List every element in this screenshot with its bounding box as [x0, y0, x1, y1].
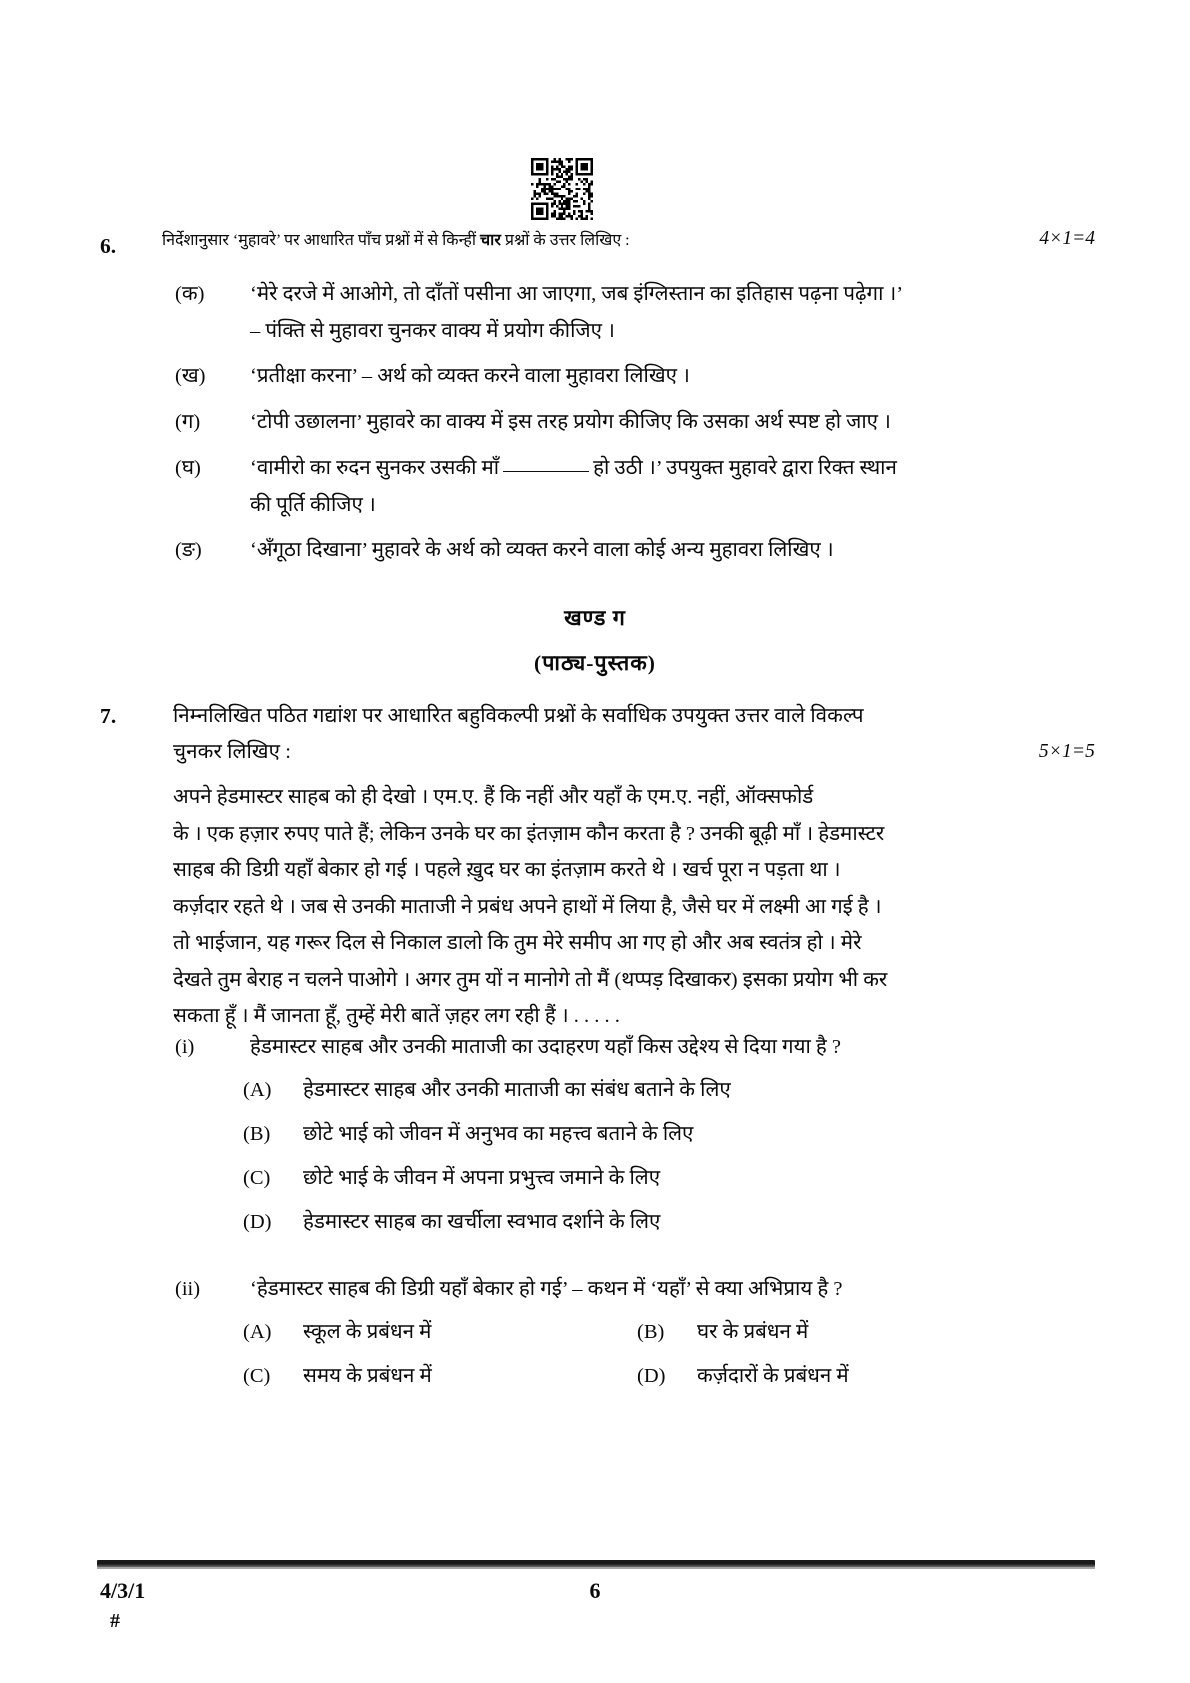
question-6-row	[100, 228, 1095, 264]
qr-code-icon	[531, 158, 593, 220]
mcq-i-option-c-text[interactable]: छोटे भाई के जीवन में अपना प्रभुत्त्व जमाने के लिए	[303, 1167, 661, 1189]
paper-code: 4/3/1	[100, 1578, 146, 1603]
mcq-i-option-a-key[interactable]: (A)	[243, 1079, 272, 1101]
question-6-stem	[162, 228, 1025, 250]
passage-line-3: साहब की डिग्री यहाँ बेकार हो गई । पहले ख़ुद घर का इंतज़ाम करते थे । खर्च पूरा न पड़ता था ।	[173, 859, 841, 881]
sub-question-kha-label: (ख)	[175, 365, 206, 387]
mcq-ii-option-d-text[interactable]: कर्ज़दारों के प्रबंधन में	[697, 1365, 849, 1387]
mcq-ii-option-a-key[interactable]: (A)	[243, 1321, 272, 1343]
mcq-i-question: हेडमास्टर साहब और उनकी माताजी का उदाहरण यहाँ किस उद्देश्य से दिया गया है ?	[250, 1036, 842, 1058]
passage-line-2: के । एक हज़ार रुपए पाते हैं; लेकिन उनके घर का इंतज़ाम कौन करता है ? उनकी बूढ़ी माँ । हेडमास्टर	[173, 822, 885, 845]
question-7-number: 7.	[100, 704, 117, 728]
sub-question-gha-line2: की पूर्ति कीजिए ।	[250, 494, 376, 516]
mcq-i-option-a-text[interactable]: हेडमास्टर साहब और उनकी माताजी का संबंध बताने के लिए	[303, 1079, 731, 1101]
mcq-ii-question: ‘हेडमास्टर साहब की डिग्री यहाँ बेकार हो गई’ – कथन में ‘यहाँ’ से क्या अभिप्राय है ?	[250, 1278, 843, 1300]
sub-question-gha-line1	[250, 450, 1095, 487]
footer-divider	[97, 1560, 1095, 1567]
mcq-ii-option-b-text[interactable]: घर के प्रबंधन में	[697, 1321, 809, 1343]
passage-line-4: कर्ज़दार रहते थे । जब से उनकी माताजी ने प्रबंध अपने हाथों में लिया है, जैसे घर में लक्ष्मी आ गई है ।	[173, 895, 882, 918]
sub-question-gha-before: ‘वामीरो का रुदन सुनकर उसकी माँ	[250, 457, 500, 479]
sub-question-gha-label: (घ)	[175, 457, 201, 479]
mcq-ii-option-b-key[interactable]: (B)	[637, 1321, 665, 1343]
mcq-i-option-d-text[interactable]: हेडमास्टर साहब का खर्चीला स्वभाव दर्शाने के लिए	[303, 1211, 661, 1233]
question-7-stem-line2: चुनकर लिखिए :	[173, 741, 292, 763]
question-6-stem-bold: चार	[480, 232, 501, 249]
mcq-i-label: (i)	[175, 1036, 195, 1058]
question-6-stem-part2: प्रश्नों के उत्तर लिखिए :	[500, 232, 630, 249]
mcq-ii-label: (ii)	[175, 1278, 201, 1300]
reading-passage	[173, 779, 1093, 1035]
sub-question-ka-label: (क)	[175, 283, 205, 305]
sub-question-ga-label: (ग)	[175, 411, 201, 433]
footer-mark: #	[110, 1610, 120, 1632]
mcq-ii-option-c-key[interactable]: (C)	[243, 1365, 271, 1387]
passage-line-1: अपने हेडमास्टर साहब को ही देखो । एम.ए. हैं कि नहीं और यहाँ के एम.ए. नहीं, ऑक्सफोर्ड	[173, 786, 814, 808]
passage-line-6: देखते तुम बेराह न चलने पाओगे । अगर तुम यों न मानोगे तो मैं (थप्पड़ दिखाकर) इसका प्रयोग भी कर	[173, 968, 888, 991]
mcq-i-option-b-text[interactable]: छोटे भाई को जीवन में अनुभव का महत्त्व बताने के लिए	[303, 1123, 694, 1145]
sub-question-ka-line1: ‘मेरे दरजे में आओगे, तो दाँतों पसीना आ जाएगा, जब इंग्लिस्तान का इतिहास पढ़ना पढ़ेगा ।’	[250, 283, 904, 305]
sub-question-gha-after: हो उठी ।’ उपयुक्त मुहावरे द्वारा रिक्त स्थान	[593, 457, 897, 479]
section-heading: खण्ड ग	[564, 606, 626, 630]
question-7-stem-line1: निम्नलिखित पठित गद्यांश पर आधारित बहुविकल्पी प्रश्नों के सर्वाधिक उपयुक्त उत्तर वाले विकल्प	[173, 705, 864, 727]
sub-question-kha-line1: ‘प्रतीक्षा करना’ – अर्थ को व्यक्त करने वाला मुहावरा लिखिए ।	[250, 365, 690, 387]
sub-question-ka-line2: – पंक्ति से मुहावरा चुनकर वाक्य में प्रयोग कीजिए ।	[250, 320, 615, 342]
sub-question-ga-line1: ‘टोपी उछालना’ मुहावरे का वाक्य में इस तरह प्रयोग कीजिए कि उसका अर्थ स्पष्ट हो जाए ।	[250, 411, 891, 433]
question-7-marks: 5×1=5	[1038, 741, 1095, 762]
sub-question-nga-label: (ङ)	[175, 539, 202, 561]
mcq-i-option-d-key[interactable]: (D)	[243, 1211, 272, 1233]
question-6-marks: 4×1=4	[1039, 228, 1095, 249]
mcq-i-option-c-key[interactable]: (C)	[243, 1167, 271, 1189]
sub-question-nga-line1: ‘अँगूठा दिखाना’ मुहावरे के अर्थ को व्यक्त करने वाला कोई अन्य मुहावरा लिखिए ।	[250, 539, 834, 561]
passage-line-7: सकता हूँ । मैं जानता हूँ, तुम्हें मेरी बातें ज़हर लग रही हैं । . . . . .	[173, 1005, 620, 1027]
mcq-ii-option-a-text[interactable]: स्कूल के प्रबंधन में	[303, 1321, 432, 1343]
mcq-ii-option-d-key[interactable]: (D)	[637, 1365, 666, 1387]
section-subheading: (पाठ्य-पुस्तक)	[534, 651, 656, 675]
passage-line-5: तो भाईजान, यह गरूर दिल से निकाल डालो कि तुम मेरे समीप आ गए हो और अब स्वतंत्र हो । मेरे	[173, 932, 862, 954]
fill-in-blank	[503, 471, 589, 472]
question-6-number: 6.	[100, 234, 117, 258]
page-number: 6	[589, 1578, 601, 1603]
question-6-stem-part1: निर्देशानुसार ‘मुहावरे’ पर आधारित पाँच प्रश्नों में से किन्हीं	[162, 232, 481, 249]
mcq-ii-option-c-text[interactable]: समय के प्रबंधन में	[303, 1365, 432, 1387]
mcq-i-option-b-key[interactable]: (B)	[243, 1123, 271, 1145]
